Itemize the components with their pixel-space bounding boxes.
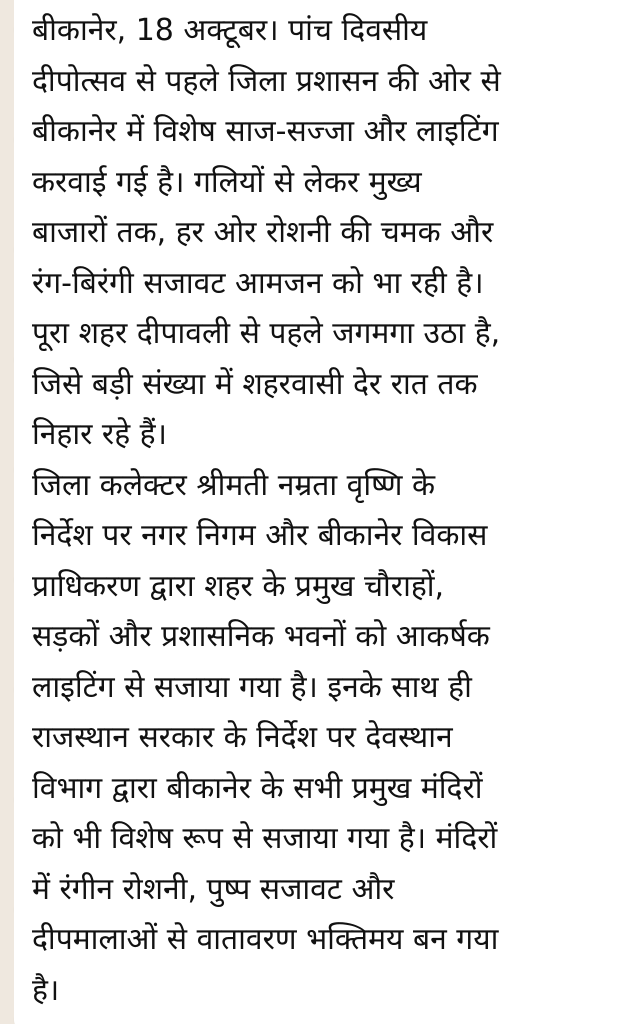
- message-line: दीपोत्सव से पहले जिला प्रशासन की ओर से: [32, 63, 501, 99]
- message-paragraph-1: [32, 6, 636, 461]
- message-bubble[interactable]: [14, 0, 644, 1024]
- message-line: बाजारों तक, हर ओर रोशनी की चमक और: [32, 215, 494, 250]
- message-line: लाइटिंग से सजाया गया है। इनके साथ ही: [32, 669, 472, 705]
- message-line: दीपमालाओं से वातावरण भक्तिमय बन गया: [32, 922, 499, 957]
- message-line: रंग-बिरंगी सजावट आमजन को भा रही है।: [32, 265, 484, 301]
- message-line: को भी विशेष रूप से सजाया गया है। मंदिरों: [32, 821, 498, 856]
- message-line: विभाग द्वारा बीकानेर के सभी प्रमुख मंदिरों: [32, 770, 483, 806]
- message-line: बीकानेर में विशेष साज-सज्जा और लाइटिंग: [32, 114, 499, 149]
- message-line: जिसे बड़ी संख्या में शहरवासी देर रात तक: [32, 366, 478, 402]
- message-line: पूरा शहर दीपावली से पहले जगमगा उठा है,: [32, 316, 501, 351]
- message-line: बीकानेर, 18 अक्टूबर। पांच दिवसीय: [32, 13, 428, 48]
- message-line: प्राधिकरण द्वारा शहर के प्रमुख चौराहों,: [32, 568, 445, 604]
- message-line: करवाई गई है। गलियों से लेकर मुख्य: [32, 164, 422, 200]
- message-line: जिला कलेक्टर श्रीमती नम्रता वृष्णि के: [32, 467, 436, 503]
- message-paragraph-2: [32, 461, 636, 1017]
- message-line: सड़कों और प्रशासनिक भवनों को आकर्षक: [32, 619, 490, 654]
- message-line: राजस्थान सरकार के निर्देश पर देवस्थान: [32, 720, 453, 755]
- message-line: निर्देश पर नगर निगम और बीकानेर विकास: [32, 518, 488, 553]
- message-line: निहार रहे हैं।: [32, 417, 167, 452]
- message-line: में रंगीन रोशनी, पुष्प सजावट और: [32, 871, 395, 907]
- message-line: है।: [32, 972, 60, 1008]
